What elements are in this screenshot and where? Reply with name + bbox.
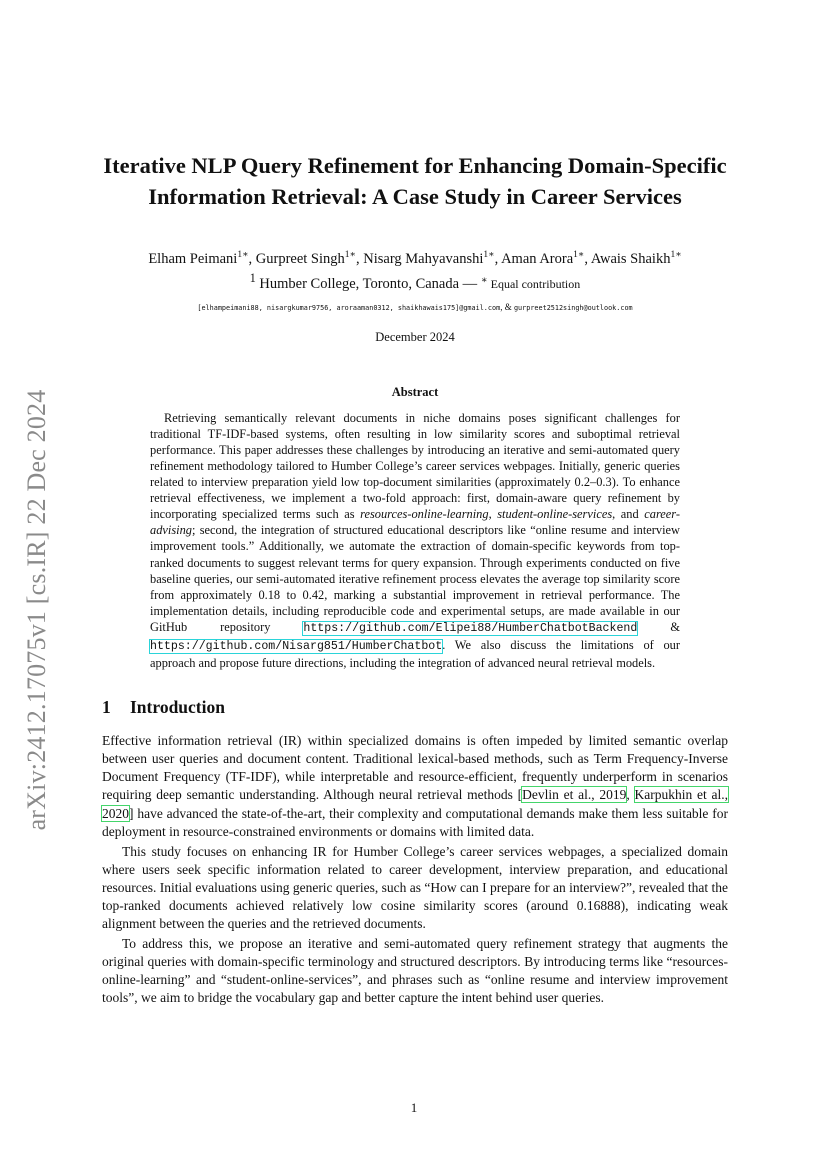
term-resources-online-learning: resources-online-learning: [360, 507, 489, 522]
term-career-advising: career-advising: [150, 507, 681, 538]
abstract-separator: , and: [612, 507, 645, 522]
link-separator: &: [637, 619, 680, 634]
citation-karpukhin-2020[interactable]: Karpukhin et al., 2020: [102, 787, 728, 821]
citation-separator: ,: [626, 787, 635, 803]
intro-paragraph-1: [102, 732, 728, 841]
github-backend-link[interactable]: https://github.com/Elipei88/HumberChatbotBackend: [303, 621, 638, 635]
affiliation-mark: 1: [249, 270, 256, 285]
title-line-1: Iterative NLP Query Refinement for Enhancing Domain-Specific: [103, 153, 727, 178]
author-list: Elham Peimani$^{1∗}$, Gurpreet Singh$^{1∗}$, Nisarg Mahyavanshi$^{1∗}$, Aman Arora$^{1∗}$, Awais Shaikh$^{1∗}$: [148, 250, 682, 267]
abstract-text-3: . We also discuss the limitations of our approach and propose future directions, including the integration of advanced neural retrieval models.: [150, 637, 680, 671]
author-mark: 1∗: [483, 250, 495, 260]
abstract-body: [150, 410, 680, 672]
author-name: Gurpreet Singh: [255, 250, 345, 267]
email-other: gurpreet2512singh@outlook.com: [513, 303, 633, 312]
section-heading-introduction: [102, 697, 728, 718]
title-line-2: Information Retrieval: A Case Study in Career Services: [148, 184, 682, 209]
author-mark: 1∗: [670, 250, 682, 260]
contribution-note: Equal contribution: [487, 276, 581, 291]
abstract-separator: ,: [488, 507, 498, 522]
author-name: Aman Arora: [501, 250, 574, 267]
github-chatbot-link[interactable]: https://github.com/Nisarg851/HumberChatbot: [150, 639, 443, 653]
page-number: 1: [410, 1100, 418, 1115]
arxiv-watermark: [22, 370, 52, 850]
section-number: 1: [102, 697, 111, 718]
affiliation-text: Humber College, Toronto, Canada —: [255, 275, 481, 292]
email-separator: , &: [500, 301, 514, 312]
email-group: [elhampeimani88, nisargkumar9756, aroraaman0312, shaikhawais175]@gmail.com: [197, 303, 501, 312]
author-name: Elham Peimani: [148, 250, 238, 267]
intro-paragraph-3: To address this, we propose an iterative and semi-automated query refinement strategy that augments the original queries with domain-specific terminology and structured descriptors. By introducing terms like “resources-online-learning” and “student-online-services”, and phrases such as “online resume and interview improvement tools”, we aim to bridge the vocabulary gap and better capture the intent behind user queries.: [102, 936, 728, 1006]
author-mark: 1∗: [344, 250, 356, 260]
paragraph-text: Effective information retrieval (IR) within specialized domains is often impeded by limited semantic overlap between user queries and document content. Traditional lexical-based methods, such as Term Frequency-Inverse Document Frequency (TF-IDF), while interpretable and resource-efficient, frequently underperform in scenarios requiring deep semantic understanding. Although neural retrieval methods: [102, 733, 728, 803]
term-student-online-services: student-online-services: [497, 507, 613, 522]
citation-bracket: [: [517, 787, 523, 803]
abstract-heading: Abstract: [391, 384, 439, 399]
affiliation: [102, 269, 728, 293]
section-title: Introduction: [130, 697, 225, 718]
paragraph-text: have advanced the state-of-the-art, their complexity and computational demands make them less suitable for deployment in resource-constrained environments or domains with limited data.: [102, 805, 728, 839]
arxiv-id-text: arXiv:2412.17075v1 [cs.IR] 22 Dec 2024: [22, 389, 51, 831]
intro-paragraph-2: This study focuses on enhancing IR for Humber College’s career services webpages, a specialized domain where users seek specific information related to career development, interview preparation, and educational resources. Initial evaluations using generic queries, such as “How can I prepare for an interview?”, revealed that the top-ranked documents achieved relatively low cosine similarity scores (around 0.16888), indicating weak alignment between the queries and the retrieved documents.: [102, 843, 728, 932]
author-mark: 1∗: [237, 250, 249, 260]
citation-devlin-2019[interactable]: Devlin et al., 2019: [522, 787, 627, 803]
author-emails: [102, 302, 728, 312]
author-mark: 1∗: [573, 250, 585, 260]
contribution-mark: ∗: [480, 274, 488, 286]
paper-page: [102, 150, 728, 1008]
citation-bracket: ]: [129, 805, 134, 821]
abstract-text-1: Retrieving semantically relevant documents in niche domains poses significant challenges for traditional TF-IDF-based systems, often resulting in low similarity scores and suboptimal retrieval performance. This paper addresses these challenges by introducing an iterative and semi-automated query refinement methodology tailored to Humber College’s career services webpages. Initially, generic queries related to interview preparation yield low top-document similarities (approximately 0.2–0.3). To enhance retrieval effectiveness, we implement a two-fold approach: first, domain-aware query refinement by incorporating specialized terms such as: [150, 410, 680, 522]
author-name: Awais Shaikh: [590, 250, 671, 267]
abstract-text-2: ; second, the integration of structured educational descriptors like “online resume and interview improvement tools.” Additionally, we automate the extraction of domain-specific keywords from top-ranked documents to suggest relevant terms for query expansion. Through experiments conducted on five baseline queries, our semi-automated iterative refinement process elevates the average top similarity score from approximately 0.18 to 0.42, marking a substantial improvement in retrieval performance. The implementation details, including reproducible code and experimental setups, are made available in our GitHub repository: [150, 523, 680, 634]
publication-date: December 2024: [375, 329, 455, 344]
author-name: Nisarg Mahyavanshi: [363, 250, 484, 267]
paper-title: [102, 150, 728, 212]
